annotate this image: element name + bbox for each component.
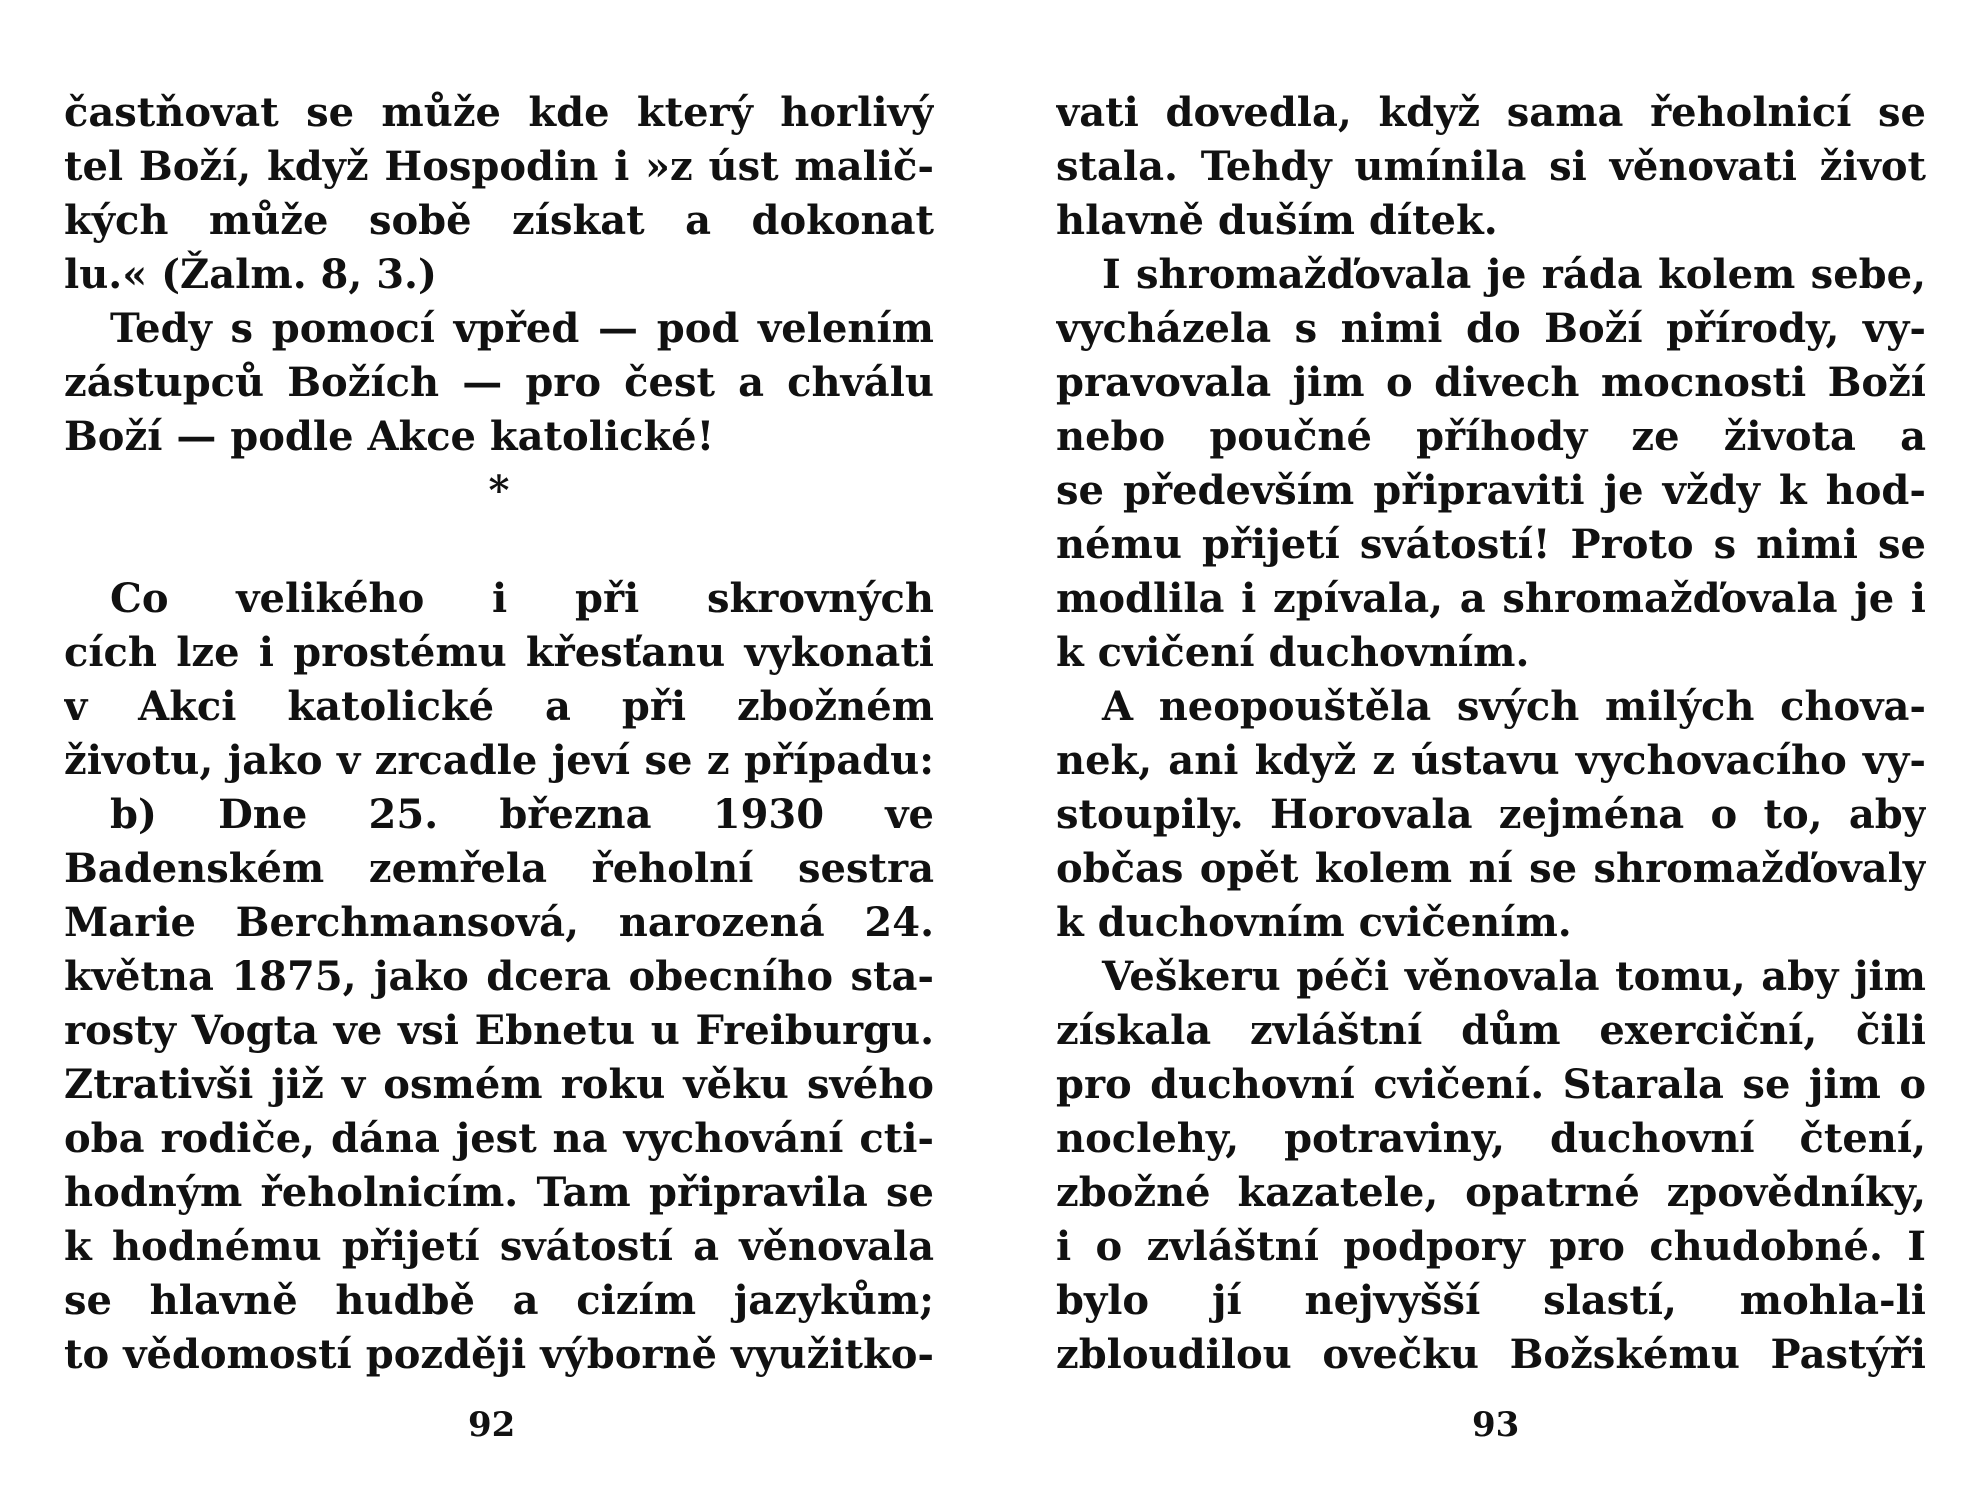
text-line: častňovat se může kde který horlivý xyxy=(64,89,934,136)
left-page xyxy=(64,86,934,1382)
text-line: b) Dne 25. března 1930 ve xyxy=(110,791,934,838)
text-line: lu.« (Žalm. 8, 3.) xyxy=(64,251,437,298)
right-page xyxy=(1056,86,1926,1382)
text-line: Badenském zemřela řeholní sestra xyxy=(64,845,934,892)
text-line: pravovala jim o divech mocnosti Boží xyxy=(1056,359,1926,406)
text-line: modlila i zpívala, a shromažďovala je i xyxy=(1056,575,1926,622)
text-line: nebo poučné příhody ze života a xyxy=(1056,413,1926,460)
text-line: se hlavně hudbě a cizím jazykům; xyxy=(64,1277,934,1324)
text-line: v Akci katolické a při zbožném xyxy=(64,683,934,730)
page-number-left: 92 xyxy=(468,1405,516,1445)
text-line: Boží — podle Akce katolické! xyxy=(64,413,715,460)
text-line: A neopouštěla svých milých chova- xyxy=(1102,683,1926,730)
text-line: kých může sobě získat a dokonat xyxy=(64,197,934,244)
text-line: nému přijetí svátostí! Proto s nimi se xyxy=(1056,521,1926,568)
text-line: získala zvláštní dům exerciční, čili xyxy=(1056,1007,1926,1054)
text-line: noclehy, potraviny, duchovní čtení, xyxy=(1056,1115,1926,1162)
text-line: rosty Vogta ve vsi Ebnetu u Freiburgu. xyxy=(64,1007,934,1054)
text-line: to vědomostí později výborně využitko- xyxy=(64,1331,934,1378)
text-line: bylo jí nejvyšší slastí, mohla-li xyxy=(1056,1277,1926,1324)
text-line: zbloudilou ovečku Božskému Pastýři xyxy=(1056,1331,1926,1378)
blank-line xyxy=(64,518,934,572)
text-line: vycházela s nimi do Boží přírody, vy- xyxy=(1056,305,1926,352)
section-separator: * xyxy=(488,467,510,514)
text-line: zástupců Božích — pro čest a chválu xyxy=(64,359,934,406)
text-line: vati dovedla, když sama řeholnicí se xyxy=(1056,89,1926,136)
text-line: Marie Berchmansová, narozená 24. xyxy=(64,899,934,946)
text-line: hodným řeholnicím. Tam připravila se xyxy=(64,1169,934,1216)
page-number-right: 93 xyxy=(1472,1405,1520,1445)
text-line: května 1875, jako dcera obecního sta- xyxy=(64,953,934,1000)
text-line: oba rodiče, dána jest na vychování cti- xyxy=(64,1115,934,1162)
text-line: životu, jako v zrcadle jeví se z případu: xyxy=(64,737,934,784)
text-line: k cvičení duchovním. xyxy=(1056,629,1530,676)
text-line: tel Boží, když Hospodin i »z úst malič- xyxy=(64,143,934,190)
text-line: zbožné kazatele, opatrné zpovědníky, xyxy=(1056,1169,1926,1216)
text-line: Co velikého i při skrovných xyxy=(110,575,934,622)
text-line: nek, ani když z ústavu vychovacího vy- xyxy=(1056,737,1926,784)
text-line: k hodnému přijetí svátostí a věnovala xyxy=(64,1223,934,1270)
text-line: občas opět kolem ní se shromažďovaly xyxy=(1056,845,1926,892)
text-line: I shromažďovala je ráda kolem sebe, xyxy=(1102,251,1926,298)
text-line: hlavně duším dítek. xyxy=(1056,197,1498,244)
text-line: stala. Tehdy umínila si věnovati život xyxy=(1056,143,1926,190)
text-line: se především připraviti je vždy k hod- xyxy=(1056,467,1926,514)
text-line: stoupily. Horovala zejména o to, aby xyxy=(1056,791,1926,838)
text-line: Veškeru péči věnovala tomu, aby jim xyxy=(1102,953,1926,1000)
text-line: Ztrativši již v osmém roku věku svého xyxy=(64,1061,934,1108)
text-line: cích lze i prostému křesťanu vykonati xyxy=(64,629,934,676)
text-line: i o zvláštní podpory pro chudobné. I xyxy=(1056,1223,1926,1270)
text-line: k duchovním cvičením. xyxy=(1056,899,1572,946)
text-line: pro duchovní cvičení. Starala se jim o xyxy=(1056,1061,1926,1108)
text-line: Tedy s pomocí vpřed — pod velením xyxy=(110,305,934,352)
